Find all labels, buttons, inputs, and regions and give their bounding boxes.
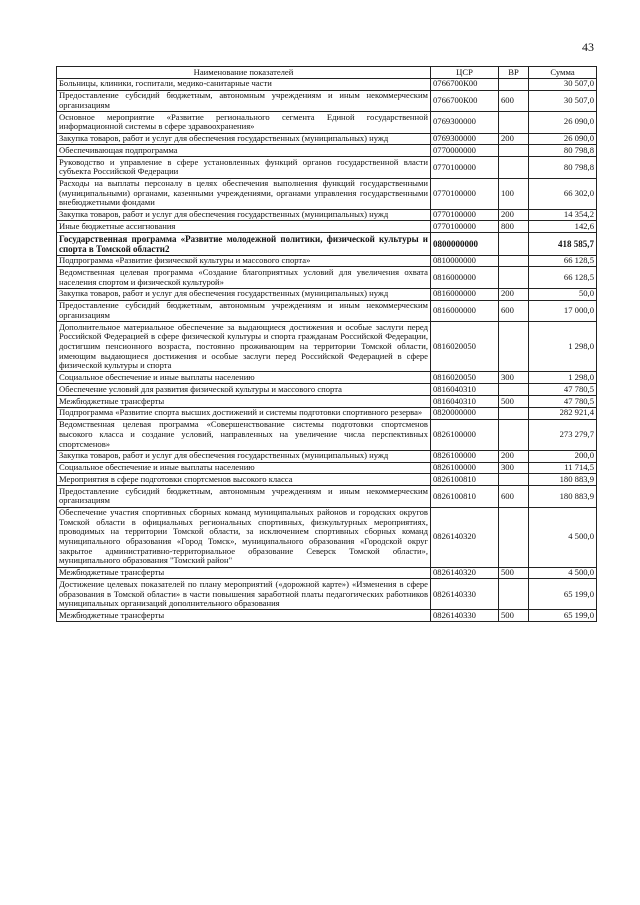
cell-name: Межбюджетные трансферты xyxy=(57,396,431,408)
table-row xyxy=(57,396,597,408)
cell-name: Закупка товаров, работ и услуг для обеспечения государственных (муниципальных) нужд xyxy=(57,209,431,221)
cell-vr: 200 xyxy=(499,450,529,462)
cell-sum: 66 128,5 xyxy=(529,255,597,267)
table-row xyxy=(57,322,597,372)
cell-name: Подпрограмма «Развитие физической культуры и массового спорта» xyxy=(57,255,431,267)
cell-vr: 600 xyxy=(499,300,529,321)
cell-name: Предоставление субсидий бюджетным, автономным учреждениям и иным некоммерческим организациям xyxy=(57,90,431,111)
cell-name: Предоставление субсидий бюджетным, автономным учреждениям и иным некоммерческим организациям xyxy=(57,486,431,507)
cell-sum: 65 199,0 xyxy=(529,610,597,622)
table-row xyxy=(57,567,597,579)
cell-csr: 0800000000 xyxy=(431,233,499,255)
cell-csr: 0766700К00 xyxy=(431,90,499,111)
cell-csr: 0816020050 xyxy=(431,322,499,372)
table-row xyxy=(57,450,597,462)
cell-vr xyxy=(499,579,529,610)
budget-table xyxy=(56,66,597,622)
table-row xyxy=(57,462,597,474)
header-name: Наименование показателей xyxy=(57,67,431,79)
cell-name: Достижение целевых показателей по плану мероприятий («дорожной карте») «Изменения в сфере образования в Томской области» в части повышения заработной платы педагогических работников муниципальных организаций дополнительного образования xyxy=(57,579,431,610)
cell-csr: 0826100000 xyxy=(431,462,499,474)
cell-name: Больницы, клиники, госпитали, медико-санитарные части xyxy=(57,78,431,90)
cell-sum: 47 780,5 xyxy=(529,396,597,408)
cell-sum: 30 507,0 xyxy=(529,78,597,90)
cell-vr: 200 xyxy=(499,209,529,221)
table-row xyxy=(57,610,597,622)
cell-name: Межбюджетные трансферты xyxy=(57,567,431,579)
cell-vr: 600 xyxy=(499,486,529,507)
cell-sum: 50,0 xyxy=(529,288,597,300)
cell-name: Ведомственная целевая программа «Совершенствование системы подготовки спортсменов высокого класса и создание условий, направленных на увеличение числа перспективных спортсменов» xyxy=(57,419,431,450)
cell-vr: 500 xyxy=(499,396,529,408)
table-row xyxy=(57,255,597,267)
cell-vr xyxy=(499,157,529,178)
cell-csr: 0826100810 xyxy=(431,486,499,507)
cell-vr: 300 xyxy=(499,462,529,474)
page-number: 43 xyxy=(582,40,594,54)
cell-name: Обеспечение участия спортивных сборных команд муниципальных районов и городских округов Томской области в официальных региональных спортивных, физкультурных мероприятиях, проводимых на территории Томской области, за исключением спортивных сборных команд муниципального образования «Город Томск», муниципального образования «Городской округ закрытое административно-территориальное образование Северск Томской области», муниципального образования "Томский район" xyxy=(57,507,431,567)
cell-csr: 0816000000 xyxy=(431,267,499,288)
header-sum: Сумма xyxy=(529,67,597,79)
cell-name: Закупка товаров, работ и услуг для обеспечения государственных (муниципальных) нужд xyxy=(57,288,431,300)
cell-sum: 4 500,0 xyxy=(529,567,597,579)
table-row xyxy=(57,407,597,419)
cell-sum: 14 354,2 xyxy=(529,209,597,221)
cell-sum: 1 298,0 xyxy=(529,372,597,384)
cell-vr: 800 xyxy=(499,221,529,233)
cell-name: Расходы на выплаты персоналу в целях обеспечения выполнения функций государственными (муниципальными) органами, казенными учреждениями, органами управления государственными внебюджетными фондами xyxy=(57,178,431,209)
cell-sum: 180 883,9 xyxy=(529,486,597,507)
cell-sum: 11 714,5 xyxy=(529,462,597,474)
cell-name: Социальное обеспечение и иные выплаты населению xyxy=(57,372,431,384)
cell-vr xyxy=(499,407,529,419)
cell-vr xyxy=(499,322,529,372)
cell-vr: 300 xyxy=(499,372,529,384)
table-row xyxy=(57,507,597,567)
cell-vr xyxy=(499,419,529,450)
table-row xyxy=(57,486,597,507)
cell-name: Руководство и управление в сфере установленных функций органов государственной власти субъекта Российской Федерации xyxy=(57,157,431,178)
cell-sum: 418 585,7 xyxy=(529,233,597,255)
cell-csr: 0826140320 xyxy=(431,567,499,579)
cell-csr: 0770100000 xyxy=(431,209,499,221)
cell-vr: 200 xyxy=(499,288,529,300)
cell-sum: 80 798,8 xyxy=(529,157,597,178)
cell-csr: 0816020050 xyxy=(431,372,499,384)
cell-name: Подпрограмма «Развитие спорта высших достижений и системы подготовки спортивного резерва» xyxy=(57,407,431,419)
table-row xyxy=(57,133,597,145)
cell-sum: 142,6 xyxy=(529,221,597,233)
cell-name: Закупка товаров, работ и услуг для обеспечения государственных (муниципальных) нужд xyxy=(57,450,431,462)
cell-name: Обеспечивающая подпрограмма xyxy=(57,145,431,157)
table-row xyxy=(57,267,597,288)
cell-csr: 0826100000 xyxy=(431,450,499,462)
header-vr: ВР xyxy=(499,67,529,79)
cell-sum: 65 199,0 xyxy=(529,579,597,610)
cell-vr xyxy=(499,145,529,157)
cell-sum: 26 090,0 xyxy=(529,112,597,133)
cell-vr xyxy=(499,267,529,288)
cell-csr: 0810000000 xyxy=(431,255,499,267)
cell-sum: 1 298,0 xyxy=(529,322,597,372)
cell-sum: 180 883,9 xyxy=(529,474,597,486)
cell-csr: 0826140330 xyxy=(431,610,499,622)
cell-sum: 66 128,5 xyxy=(529,267,597,288)
cell-vr: 200 xyxy=(499,133,529,145)
cell-csr: 0826100000 xyxy=(431,419,499,450)
table-row xyxy=(57,419,597,450)
cell-vr: 100 xyxy=(499,178,529,209)
cell-csr: 0826100810 xyxy=(431,474,499,486)
cell-name: Обеспечение условий для развития физической культуры и массового спорта xyxy=(57,384,431,396)
cell-vr xyxy=(499,255,529,267)
cell-csr: 0816040310 xyxy=(431,384,499,396)
cell-csr: 0769300000 xyxy=(431,112,499,133)
cell-sum: 17 000,0 xyxy=(529,300,597,321)
cell-sum: 26 090,0 xyxy=(529,133,597,145)
cell-sum: 47 780,5 xyxy=(529,384,597,396)
table-row xyxy=(57,579,597,610)
cell-vr xyxy=(499,78,529,90)
table-row xyxy=(57,90,597,111)
cell-csr: 0816040310 xyxy=(431,396,499,408)
table-row xyxy=(57,112,597,133)
cell-name: Основное мероприятие «Развитие регионального сегмента Единой государственной информационной системы в сфере здравоохранения» xyxy=(57,112,431,133)
cell-csr: 0816000000 xyxy=(431,300,499,321)
cell-csr: 0826140320 xyxy=(431,507,499,567)
cell-name: Ведомственная целевая программа «Создание благоприятных условий для увеличения охвата населения спортом и физической культурой» xyxy=(57,267,431,288)
table-row xyxy=(57,300,597,321)
cell-csr: 0770100000 xyxy=(431,178,499,209)
cell-vr xyxy=(499,112,529,133)
cell-name: Предоставление субсидий бюджетным, автономным учреждениям и иным некоммерческим организациям xyxy=(57,300,431,321)
cell-sum: 200,0 xyxy=(529,450,597,462)
cell-csr: 0770000000 xyxy=(431,145,499,157)
cell-sum: 30 507,0 xyxy=(529,90,597,111)
cell-name: Межбюджетные трансферты xyxy=(57,610,431,622)
cell-csr: 0820000000 xyxy=(431,407,499,419)
cell-csr: 0766700К00 xyxy=(431,78,499,90)
cell-vr xyxy=(499,474,529,486)
cell-sum: 80 798,8 xyxy=(529,145,597,157)
cell-sum: 273 279,7 xyxy=(529,419,597,450)
cell-csr: 0769300000 xyxy=(431,133,499,145)
cell-csr: 0770100000 xyxy=(431,221,499,233)
cell-vr: 500 xyxy=(499,610,529,622)
cell-name: Иные бюджетные ассигнования xyxy=(57,221,431,233)
cell-name: Закупка товаров, работ и услуг для обеспечения государственных (муниципальных) нужд xyxy=(57,133,431,145)
cell-sum: 282 921,4 xyxy=(529,407,597,419)
cell-vr: 600 xyxy=(499,90,529,111)
cell-csr: 0826140330 xyxy=(431,579,499,610)
table-row xyxy=(57,288,597,300)
cell-csr: 0816000000 xyxy=(431,288,499,300)
table-row xyxy=(57,157,597,178)
cell-sum: 66 302,0 xyxy=(529,178,597,209)
table-row xyxy=(57,78,597,90)
cell-name: Мероприятия в сфере подготовки спортсменов высокого класса xyxy=(57,474,431,486)
table-header-row xyxy=(57,67,597,79)
cell-vr xyxy=(499,233,529,255)
table-row xyxy=(57,372,597,384)
table-row xyxy=(57,145,597,157)
cell-name: Государственная программа «Развитие молодежной политики, физической культуры и спорта в Томской области2 xyxy=(57,233,431,255)
table-row xyxy=(57,233,597,255)
cell-csr: 0770100000 xyxy=(431,157,499,178)
header-csr: ЦСР xyxy=(431,67,499,79)
cell-sum: 4 500,0 xyxy=(529,507,597,567)
cell-vr xyxy=(499,507,529,567)
table-row xyxy=(57,221,597,233)
table-row xyxy=(57,384,597,396)
table-row xyxy=(57,474,597,486)
cell-name: Дополнительное материальное обеспечение за выдающиеся достижения и особые заслуги перед Российской Федерацией в сфере физической культуры и спорта гражданам Российской Федерации, достигшим пенсионного возраста, постоянно проживающим на территории Томской области, имеющим выдающиеся достижения и особые заслуги перед Российской Федерацией в сфере физической культуры и спорта xyxy=(57,322,431,372)
cell-vr: 500 xyxy=(499,567,529,579)
cell-name: Социальное обеспечение и иные выплаты населению xyxy=(57,462,431,474)
cell-vr xyxy=(499,384,529,396)
table-row xyxy=(57,178,597,209)
table-row xyxy=(57,209,597,221)
